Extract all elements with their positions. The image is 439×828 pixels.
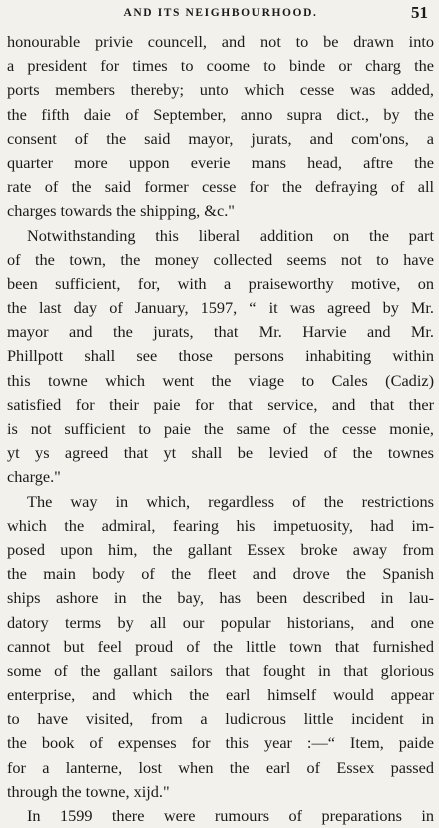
text-line: consent of the said mayor, jurats, and com'ons, a bbox=[7, 128, 434, 148]
body-text bbox=[7, 30, 434, 828]
text-line: is not sufficient to paie the same of the cesse monie, bbox=[7, 419, 434, 438]
text-line: yt ys agreed that yt shall be levied of the townes bbox=[7, 443, 434, 463]
text-line: been sufficient, for, with a praiseworthy motive, on bbox=[7, 273, 434, 293]
text-line: posed upon him, the gallant Essex broke away from bbox=[7, 539, 434, 559]
text-line: satisfied for their paie for that service, and that ther bbox=[7, 394, 434, 414]
page-header bbox=[7, 0, 434, 30]
text-line: which the admiral, fearing his impetuosity, had im- bbox=[7, 515, 434, 535]
text-line: ships ashore in the bay, has been described in lau- bbox=[7, 588, 434, 608]
text-line: datory terms by all our popular historians, and one bbox=[7, 612, 434, 632]
text-line: honourable privie councell, and not to be drawn into bbox=[7, 32, 434, 51]
text-line: rate of the said former cesse for the defraying of all bbox=[7, 177, 434, 197]
page-number: 51 bbox=[411, 3, 428, 22]
text-line: mayor and the jurats, that Mr. Harvie and Mr. bbox=[7, 322, 434, 342]
text-line: the main body of the fleet and drove the Spanish bbox=[7, 564, 434, 584]
text-line: some of the gallant sailors that fought in that glorious bbox=[7, 660, 434, 680]
text-line: quarter more uppon everie mans head, aftre the bbox=[7, 152, 434, 172]
text-line: charges towards the shipping, &c." bbox=[7, 201, 235, 221]
text-line: ports members thereby; unto which cesse was added, bbox=[7, 80, 434, 100]
text-line: Phillpott shall see those persons inhabiting within bbox=[7, 346, 434, 366]
text-line: the book of expenses for this year :—“ Item, paide bbox=[7, 733, 434, 753]
text-line: this towne which went the viage to Cales (Cadiz) bbox=[7, 370, 434, 390]
text-line: the last day of January, 1597, “ it was agreed by Mr. bbox=[7, 298, 434, 318]
text-line: to have visited, from a ludicrous little incident in bbox=[7, 709, 434, 729]
paragraph bbox=[7, 30, 434, 224]
text-line: charge." bbox=[7, 467, 61, 487]
running-title: AND ITS NEIGHBOURHOOD. bbox=[123, 7, 318, 19]
text-line: the fifth daie of September, anno supra dict., by the bbox=[7, 104, 434, 124]
paragraph bbox=[7, 224, 434, 490]
text-line: Notwithstanding this liberal addition on the part bbox=[27, 225, 434, 245]
paragraph bbox=[7, 490, 434, 804]
text-line: of the town, the money collected seems not to have bbox=[7, 249, 434, 269]
text-line: for a lanterne, lost when the earl of Essex passed bbox=[7, 757, 434, 777]
text-line: a president for times to coome to binde or charg the bbox=[7, 56, 434, 76]
text-line: through the towne, xijd." bbox=[7, 781, 170, 801]
text-line: enterprise, and which the earl himself would appear bbox=[7, 685, 434, 705]
text-line: cannot but feel proud of the little town that furnished bbox=[7, 636, 434, 656]
paragraph bbox=[7, 804, 434, 828]
text-line: In 1599 there were rumours of preparations in bbox=[27, 806, 434, 825]
text-line: The way in which, regardless of the restrictions bbox=[27, 491, 434, 511]
